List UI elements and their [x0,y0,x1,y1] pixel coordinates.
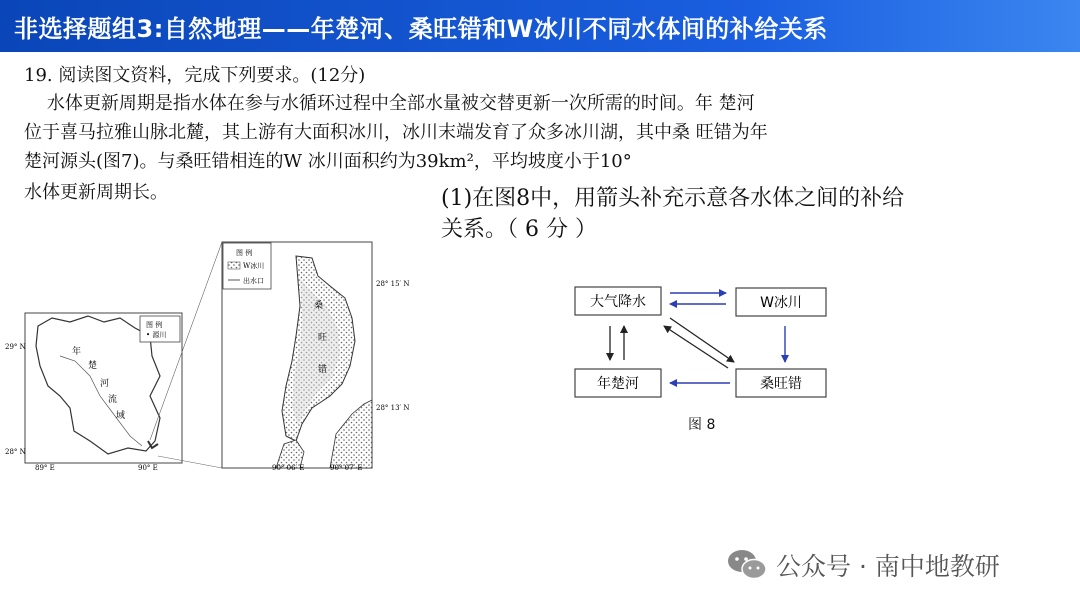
lon-90-label: 90° E [138,464,158,472]
lon-89-label: 89° E [35,464,55,472]
basin-label-char: 域 [116,411,126,421]
page-title: 非选择题组3:自然地理——年楚河、桑旺错和W冰川不同水体间的补给关系 [14,15,828,43]
map-figure [0,236,420,476]
watermark [726,545,1000,585]
header-bar [0,0,1080,52]
node-river-label: 年楚河 [597,376,639,392]
wechat-icon [726,547,768,583]
basin-label-char: 流 [108,395,118,405]
node-glacier-label: W冰川 [760,295,802,311]
watermark-text: 公众号 · 南中地教研 [776,552,1000,581]
lat-28-label: 28° N [5,448,26,456]
lake-label-char: 错 [318,365,328,375]
lat-28-15-label: 28° 15′ N [376,280,410,288]
question-line-4: 水体更新周期长。 [24,182,168,203]
basin-label-char: 河 [100,379,110,389]
supply-diagram [566,278,846,418]
figure-8-caption: 图 8 [688,417,716,433]
lake-label-char: 旺 [318,333,328,343]
question-heading: 19. 阅读图文资料，完成下列要求。(12分) [24,65,366,86]
question-line-3: 楚河源头(图7)。与桑旺错相连的W 冰川面积约为39km²，平均坡度小于10° [24,151,632,172]
basin-label-char: 年 [72,347,82,357]
legend-outlet-label: 出水口 [243,277,264,285]
basin-label-char: 楚 [88,361,98,371]
lake-label-char: 桑 [314,301,324,311]
node-precipitation-label: 大气降水 [590,294,646,310]
lat-28-13-label: 28° 13′ N [376,404,410,412]
right-legend-title: 图 例 [236,249,253,257]
arrow-lake-to-precip [664,326,728,368]
lon-90-06-label: 90° 06′ E [272,464,305,472]
legend-glacier-label: W冰川 [243,262,265,270]
lon-90-07-label: 90° 07′ E [330,464,363,472]
question-line-1: 水体更新周期是指水体在参与水循环过程中全部水量被交替更新一次所需的时间。年 楚河 [24,93,755,114]
sub-question-line-2: 关系。（ 6 分 ） [441,217,597,242]
left-legend-item: • 源川 [146,331,167,339]
lat-29-label: 29° N [5,343,26,351]
node-lake-label: 桑旺错 [760,376,802,392]
left-legend-title: 图 例 [146,321,163,329]
question-line-2: 位于喜马拉雅山脉北麓，其上游有大面积冰川，冰川末端发育了众多冰川湖，其中桑 旺错为年 [24,122,768,143]
arrow-precip-to-lake [670,318,734,362]
sub-question-line-1: (1)在图8中，用箭头补充示意各水体之间的补给 [441,186,905,211]
